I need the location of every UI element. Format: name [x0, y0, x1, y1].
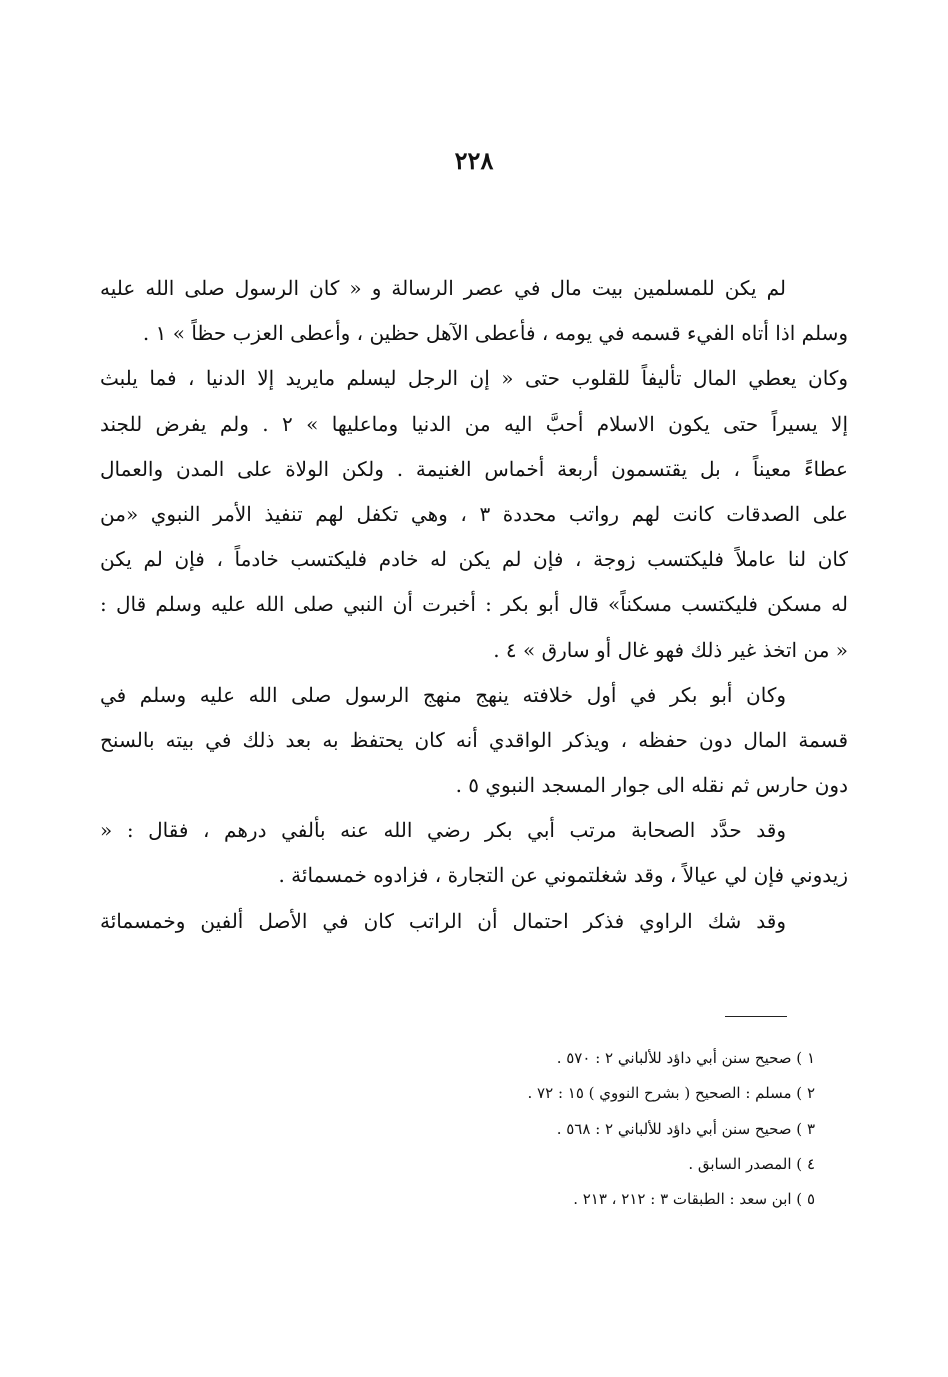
body-line: له مسكن فليكتسب مسكناً» قال أبو بكر : أخبرت أن النبي صلى الله عليه وسلم قال : — [100, 592, 848, 617]
footnote: ٣ ) صحيح سنن أبي داؤد للألباني ٢ : ٥٦٨ . — [556, 1119, 815, 1138]
footnote: ١ ) صحيح سنن أبي داؤد للألباني ٢ : ٥٧٠ . — [556, 1049, 815, 1067]
body-line: إلا يسيراً حتى يكون الاسلام أحبَّ اليه من الدنيا وماعليها » ٢ . ولم يفرض للجند — [100, 411, 848, 436]
footnote: ٥ ) ابن سعد : الطبقات ٣ : ٢١٢ ، ٢١٣ . — [573, 1190, 815, 1209]
body-line: كان لنا عاملاً فليكتسب زوجة ، فإن لم يكن له خادم فليكتسب خادماً ، فإن لم يكن — [100, 547, 848, 572]
footnotes — [300, 1041, 815, 1217]
body-line: دون حارس ثم نقله الى جوار المسجد النبوي ٥ . — [455, 773, 848, 798]
footnote: ٢ ) مسلم : الصحيح ( بشرح النووي ) ١٥ : ٧٢ . — [527, 1084, 815, 1103]
footnote: ٤ ) المصدر السابق . — [688, 1154, 815, 1173]
body-line: « من اتخذ غير ذلك فهو غال أو سارق » ٤ . — [493, 637, 848, 662]
footnote-separator — [725, 1016, 787, 1017]
body-line: لم يكن للمسلمين بيت مال في عصر الرسالة و « كان الرسول صلى الله عليه — [100, 276, 786, 300]
body-text — [100, 266, 848, 944]
body-line: على الصدقات كانت لهم رواتب محددة ٣ ، وهي تكفل لهم تنفيذ الأمر النبوي «من — [100, 501, 848, 526]
body-line: قسمة المال دون حفظه ، ويذكر الواقدي أنه كان يحتفظ به بعد ذلك في بيته بالسنح — [100, 727, 848, 752]
body-line: وكان يعطي المال تأليفاً للقلوب حتى « إن الرجل ليسلم مايريد إلا الدنيا ، فما يلبث — [100, 366, 848, 391]
body-line: زيدوني فإن لي عيالاً ، وقد شغلتموني عن التجارة ، فزادوه خمسمائة . — [278, 863, 848, 888]
body-line: وكان أبو بكر في أول خلافته ينهج منهج الرسول صلى الله عليه وسلم في — [100, 682, 786, 707]
body-line: عطاءً معيناً ، بل يقتسمون أربعة أخماس الغنيمة . ولكن الولاة على المدن والعمال — [100, 456, 848, 481]
body-line: وقد شك الراوي فذكر احتمال أن الراتب كان في الأصل ألفين وخمسمائة — [100, 908, 786, 933]
page-number: ٢٢٨ — [454, 146, 494, 175]
body-line: وقد حدَّد الصحابة مرتب أبي بكر رضي الله عنه بألفي درهم ، فقال : « — [100, 818, 786, 843]
body-line: وسلم اذا أتاه الفيء قسمه في يومه ، فأعطى الآهل حظين ، وأعطى العزب حظاً » ١ . — [142, 321, 848, 346]
